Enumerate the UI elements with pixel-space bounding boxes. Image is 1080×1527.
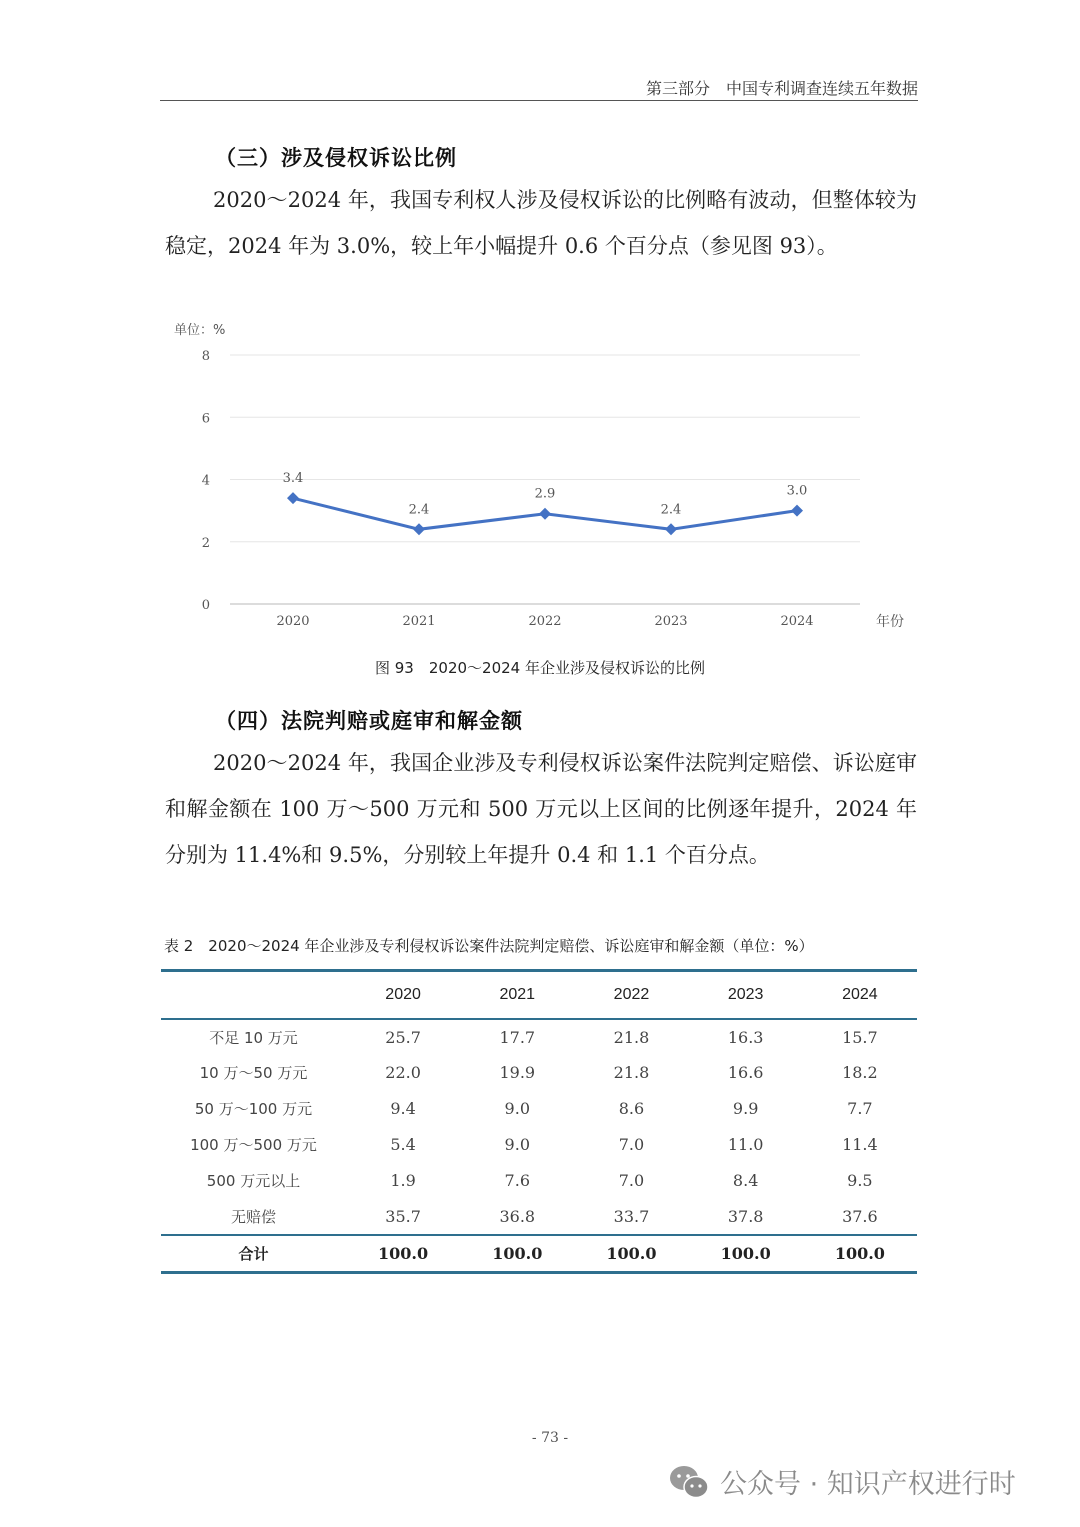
table-cell: 37.8: [727, 1206, 764, 1226]
row-label: 500 万元以上: [206, 1172, 301, 1190]
table-cell: 9.9: [732, 1099, 759, 1118]
svg-text:3.0: 3.0: [786, 483, 808, 499]
svg-text:2021: 2021: [402, 614, 436, 629]
table-cell: 18.2: [842, 1063, 878, 1082]
section-heading-4: （四）法院判赔或庭审和解金额: [215, 708, 523, 733]
table-row: [161, 1091, 917, 1127]
wechat-icon: [668, 1464, 710, 1500]
damages-table: [161, 969, 917, 1274]
running-title: 第三部分 中国专利调查连续五年数据: [645, 79, 918, 98]
table-row: [161, 1127, 917, 1163]
total-cell: 100.0: [574, 1235, 688, 1273]
table-cell: 9.0: [504, 1099, 530, 1118]
table-row: [161, 1055, 917, 1091]
table-header-row: [161, 971, 917, 1019]
gridlines: [230, 355, 860, 604]
table-cell: 8.4: [732, 1171, 759, 1190]
x-axis-label: 年份: [876, 614, 904, 630]
svg-text:4: 4: [201, 473, 210, 489]
svg-text:2.4: 2.4: [408, 502, 430, 518]
table-cell: 22.0: [385, 1063, 421, 1082]
table-row: [161, 1199, 917, 1235]
svg-text:2024: 2024: [780, 614, 814, 629]
svg-text:2: 2: [201, 535, 210, 551]
svg-text:6: 6: [201, 411, 210, 427]
table-cell: 11.4: [842, 1135, 878, 1154]
total-cell: 100.0: [689, 1235, 803, 1273]
table-cell: 11.0: [727, 1135, 764, 1154]
table-cell: 7.6: [504, 1171, 530, 1190]
column-header: 2021: [460, 971, 574, 1019]
table-cell: 16.6: [727, 1063, 764, 1082]
section-heading-3: （三）涉及侵权诉讼比例: [215, 145, 457, 170]
column-header: 2023: [689, 971, 803, 1019]
section-4-paragraph: 2020～2024 年，我国企业涉及专利侵权诉讼案件法院判定赔偿、诉讼庭审和解金额在 100 万～500 万元和 500 万元以上区间的比例逐年提升，2024 年分别为 11.4%和 9.5%，分别较上年提升 0.4 和 1.1 个百分点。: [165, 751, 917, 867]
table-cell: 15.7: [842, 1027, 878, 1047]
table-cell: 35.7: [385, 1206, 421, 1226]
y-axis-ticks: [202, 349, 210, 613]
table-cell: 21.8: [613, 1027, 650, 1047]
table-cell: 16.3: [727, 1027, 764, 1047]
section-3-paragraph: 2020～2024 年，我国专利权人涉及侵权诉讼的比例略有波动，但整体较为稳定，2024 年为 3.0%，较上年小幅提升 0.6 个百分点（参见图 93）。: [165, 188, 917, 258]
column-header: 2024: [803, 971, 917, 1019]
svg-text:2.9: 2.9: [534, 486, 556, 502]
table-cell: 1.9: [390, 1171, 416, 1190]
svg-text:2022: 2022: [528, 614, 562, 629]
row-label: 无赔偿: [230, 1207, 276, 1226]
svg-text:2023: 2023: [654, 614, 688, 629]
chart-canvas: [160, 315, 920, 645]
watermark: [668, 1462, 1016, 1501]
row-label: 10 万～50 万元: [199, 1064, 308, 1082]
svg-text:3.4: 3.4: [282, 471, 304, 487]
table-cell: 21.8: [613, 1063, 650, 1082]
table-cell: 36.8: [499, 1206, 536, 1226]
running-header: [160, 76, 918, 101]
table-caption: 表 2 2020～2024 年企业涉及专利侵权诉讼案件法院判定赔偿、诉讼庭审和解金额（单位：%）: [164, 937, 814, 955]
column-header: 2022: [574, 971, 688, 1019]
table-cell: 7.0: [618, 1135, 645, 1154]
total-cell: 100.0: [460, 1235, 574, 1273]
svg-text:0: 0: [201, 598, 210, 613]
line-chart: [160, 315, 920, 645]
total-cell: 100.0: [346, 1235, 460, 1273]
watermark-text: 公众号 · 知识产权进行时: [720, 1469, 1016, 1500]
table-row: [161, 1019, 917, 1055]
table-total-row: [161, 1235, 917, 1273]
total-label: 合计: [161, 1235, 346, 1273]
table-cell: 25.7: [385, 1027, 421, 1047]
table-cell: 17.7: [499, 1027, 536, 1047]
svg-text:8: 8: [201, 349, 210, 364]
table-cell: 7.7: [847, 1099, 873, 1118]
total-cell: 100.0: [803, 1235, 917, 1273]
table-cell: 19.9: [499, 1063, 536, 1082]
table-cell: 7.0: [618, 1171, 645, 1190]
column-header: [161, 971, 346, 1019]
figure-caption: 图 93 2020～2024 年企业涉及侵权诉讼的比例: [375, 659, 705, 677]
svg-text:2.4: 2.4: [660, 502, 682, 518]
table-cell: 9.4: [390, 1099, 416, 1118]
table-cell: 9.0: [504, 1135, 530, 1154]
table-cell: 37.6: [842, 1206, 878, 1226]
table-cell: 8.6: [618, 1099, 645, 1118]
x-axis-ticks: [276, 614, 813, 629]
column-header: 2020: [346, 971, 460, 1019]
table-cell: 33.7: [613, 1206, 650, 1226]
page-number: - 73 -: [531, 1430, 569, 1446]
row-label: 不足 10 万元: [209, 1028, 298, 1047]
table-cell: 5.4: [390, 1135, 416, 1154]
unit-label: 单位：%: [174, 323, 226, 338]
row-label: 50 万～100 万元: [194, 1100, 313, 1118]
table-row: [161, 1163, 917, 1199]
row-label: 100 万～500 万元: [190, 1136, 317, 1154]
table-cell: 9.5: [847, 1171, 873, 1190]
svg-text:2020: 2020: [276, 614, 310, 629]
